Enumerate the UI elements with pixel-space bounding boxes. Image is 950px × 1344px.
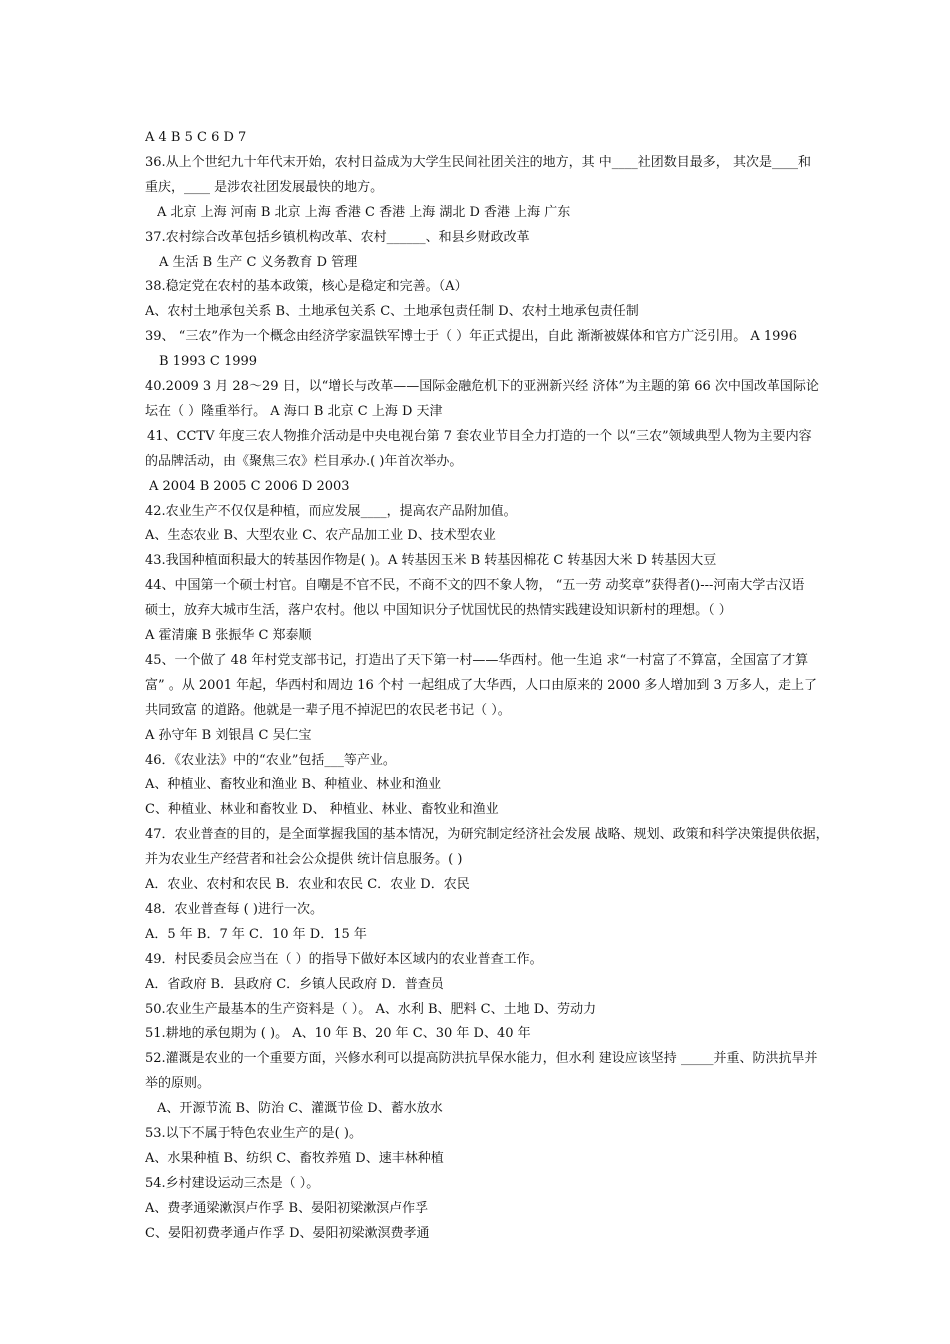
text-line: 重庆，____ 是涉农社团发展最快的地方。 — [145, 179, 384, 195]
text-line: C、种植业、林业和畜牧业 D、 种植业、林业、畜牧业和渔业 — [145, 802, 499, 818]
text-line: A 北京 上海 河南 B 北京 上海 香港 C 香港 上海 湖北 D 香港 上海 广东 — [157, 204, 571, 220]
text-line: 36.从上个世纪九十年代末开始，农村日益成为大学生民间社团关注的地方，其 中____社团数目最多， 其次是____和 — [145, 154, 811, 170]
text-line: 硕士，放弃大城市生活，落户农村。他以 中国知识分子忧国忧民的热情实践建设知识新村的理想。（ ） — [145, 603, 732, 619]
text-line: A、农村土地承包关系 B、土地承包关系 C、土地承包责任制 D、农村土地承包责任制 — [145, 304, 639, 320]
text-line: 并为农业生产经营者和社会公众提供 统计信息服务。( ) — [145, 852, 463, 868]
text-line: 共同致富 的道路。他就是一辈子甩不掉泥巴的农民老书记（ ）。 — [145, 702, 511, 718]
text-line: 48．农业普查每 ( )进行一次。 — [145, 901, 323, 917]
text-line: 43.我国种植面积最大的转基因作物是( )。A 转基因玉米 B 转基因棉花 C 转基因大米 D 转基因大豆 — [145, 553, 717, 569]
text-line: A、种植业、畜牧业和渔业 B、种植业、林业和渔业 — [145, 777, 442, 793]
text-line: 53.以下不属于特色农业生产的是( )。 — [145, 1126, 362, 1141]
text-line: 47．农业普查的目的，是全面掌握我国的基本情况，为研究制定经济社会发展 战略、规划、政策和科学决策提供依据， — [145, 827, 829, 843]
text-line: 的品牌活动，由《聚焦三农》栏目承办.( )年首次举办。 — [145, 453, 463, 469]
text-line: 44、中国第一个硕士村官。自嘲是不官不民，不商不文的四不象人物， “五一劳 动奖章”获得者()---河南大学古汉语 — [145, 578, 805, 594]
text-line: 46．《农业法》中的“农业”包括___等产业。 — [145, 752, 396, 768]
text-line: 42.农业生产不仅仅是种植，而应发展____，提高农产品附加值。 — [145, 503, 517, 519]
text-line: 举的原则。 — [145, 1076, 211, 1092]
text-line: 坛在（ ）隆重举行。 A 海口 B 北京 C 上海 D 天津 — [145, 403, 443, 419]
text-line: A、开源节流 B、防治 C、灌溉节俭 D、蓄水放水 — [157, 1101, 443, 1117]
text-line: B 1993 C 1999 — [159, 354, 258, 370]
text-line: A、生态农业 B、大型农业 C、农产品加工业 D、技术型农业 — [145, 528, 496, 544]
text-line: A 孙守年 B 刘银昌 C 吴仁宝 — [145, 727, 312, 743]
text-line: 49．村民委员会应当在（ ）的指导下做好本区域内的农业普查工作。 — [145, 951, 543, 967]
text-line: 40.2009 3 月 28～29 日，以“增长与改革——国际金融危机下的亚洲新兴经 济体”为主题的第 66 次中国改革国际论 — [145, 379, 819, 394]
text-line: 38.稳定党在农村的基本政策，核心是稳定和完善。（A） — [145, 279, 468, 295]
text-line: 39、 “三农”作为一个概念由经济学家温铁军博士于（ ）年正式提出，自此 渐渐被媒体和官方广泛引用。 A 1996 — [145, 329, 797, 345]
text-line: 50.农业生产最基本的生产资料是（ ）。 A、水利 B、肥料 C、土地 D、劳动力 — [145, 1001, 597, 1017]
text-line: A．农业、农村和农民 B．农业和农民 C．农业 D．农民 — [145, 877, 470, 892]
text-line: 54.乡村建设运动三杰是（ ）。 — [145, 1175, 320, 1191]
text-line: A 4 B 5 C 6 D 7 — [145, 130, 247, 145]
text-line: 52.灌溉是农业的一个重要方面，兴修水利可以提高防洪抗旱保水能力，但水利 建设应该坚持 _____并重、防洪抗旱并 — [145, 1051, 818, 1067]
text-line: A 2004 B 2005 C 2006 D 2003 — [149, 478, 350, 494]
text-line: A、水果种植 B、纺织 C、畜牧养殖 D、速丰林种植 — [145, 1150, 444, 1166]
text-line: A、费孝通梁漱溟卢作孚 B、晏阳初梁漱溟卢作孚 — [145, 1200, 429, 1216]
text-line: 41、CCTV 年度三农人物推介活动是中央电视台第 7 套农业节目全力打造的一个 以“三农”领域典型人物为主要内容 — [147, 428, 812, 444]
text-line: 37.农村综合改革包括乡镇机构改革、农村______、和县乡财政改革 — [145, 229, 530, 245]
text-line: 45、一个做了 48 年村党支部书记，打造出了天下第一村——华西村。他一生追 求“一村富了不算富，全国富了才算 — [145, 652, 809, 668]
text-line: 51.耕地的承包期为 ( )。 A、10 年 B、20 年 C、30 年 D、40 年 — [145, 1026, 531, 1042]
text-line: A．省政府 B．县政府 C．乡镇人民政府 D．普查员 — [145, 976, 444, 992]
text-line: A 生活 B 生产 C 义务教育 D 管理 — [159, 254, 358, 270]
text-line: 富” 。从 2001 年起，华西村和周边 16 个村 一起组成了大华西，人口由原来的 2000 多人增加到 3 万多人，走上了 — [145, 677, 817, 693]
text-line: C、晏阳初费孝通卢作孚 D、晏阳初梁漱溟费孝通 — [145, 1225, 430, 1241]
text-line: A．5 年 B．7 年 C．10 年 D．15 年 — [145, 926, 367, 942]
text-line: A 霍清廉 B 张振华 C 郑泰顺 — [145, 628, 312, 643]
